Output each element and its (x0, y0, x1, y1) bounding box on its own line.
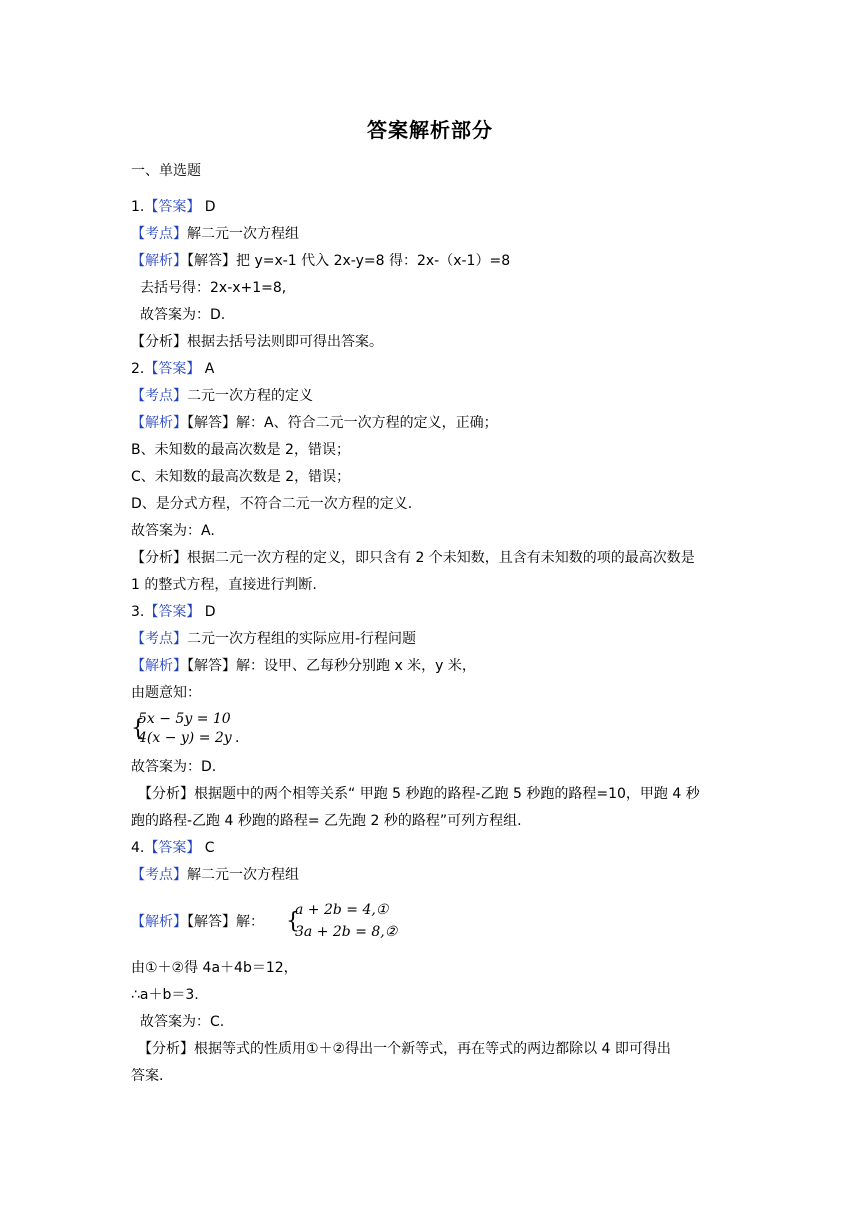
q1-jiexi-text: 把 y=x-1 代入 2x-y=8 得：2x-（x-1）=8 (236, 253, 511, 269)
kaodian-label: 【考点】 (131, 631, 187, 647)
q3-step-2: 由题意知： (131, 685, 201, 701)
q2-jiexi-line (131, 413, 498, 433)
q1-fenxi: 根据去括号法则即可得出答案。 (187, 334, 383, 350)
q1-answer-line (131, 197, 216, 217)
kaodian-label: 【考点】 (131, 867, 187, 883)
q3-answer: D (200, 604, 216, 620)
section-heading: 一、单选题 (131, 163, 201, 179)
q3-equation-1: 5x − 5y = 10 (138, 711, 231, 727)
jiexi-label: 【解析】 (131, 658, 187, 674)
q3-jiexi-text: 解：设甲、乙每秒分别跑 x 米，y 米， (236, 658, 476, 674)
q1-answer: D (200, 199, 216, 215)
q2-step-4: D、是分式方程，不符合二元一次方程的定义. (131, 496, 413, 512)
q4-kaodian: 解二元一次方程组 (187, 867, 299, 883)
q3-equation-end: . (235, 730, 240, 746)
q3-fenxi: 根据题中的两个相等关系“ 甲跑 5 秒跑的路程-乙跑 5 秒跑的路程=10，甲跑 4 秒 (194, 786, 700, 802)
q4-jiexi-line (131, 912, 264, 932)
fenxi-label: 【分析】 (138, 786, 194, 802)
jieda-label: 【解答】 (187, 658, 236, 674)
q4-equation-system (286, 900, 426, 944)
q4-equation-1: a + 2b = 4,① (295, 902, 389, 918)
q4-step-4: 故答案为：C. (140, 1014, 225, 1030)
kaodian-label: 【考点】 (131, 226, 187, 242)
jiexi-label: 【解析】 (131, 914, 187, 930)
q1-fenxi-line (131, 332, 383, 352)
jiexi-label: 【解析】 (131, 253, 187, 269)
q3-equation-2: 4(x − y) = 2y (138, 730, 232, 746)
q1-kaodian-line (131, 224, 299, 244)
q2-number: 2. (131, 361, 145, 377)
kaodian-label: 【考点】 (131, 388, 187, 404)
q1-jiexi-line (131, 251, 510, 271)
q3-kaodian: 二元一次方程组的实际应用-行程问题 (187, 631, 417, 647)
jieda-label: 【解答】 (187, 914, 236, 930)
q2-step-2: B、未知数的最高次数是 2，错误； (131, 442, 350, 458)
q4-kaodian-line (131, 865, 299, 885)
q1-number: 1. (131, 199, 145, 215)
q4-number: 4. (131, 840, 145, 856)
q2-fenxi-cont: 1 的整式方程，直接进行判断. (131, 577, 317, 593)
q4-step-2: 由①＋②得 4a＋4b＝12， (131, 960, 298, 976)
answer-label: 【答案】 (144, 840, 201, 856)
jieda-label: 【解答】 (187, 253, 236, 269)
q2-fenxi: 根据二元一次方程的定义，即只含有 2 个未知数，且含有未知数的项的最高次数是 (187, 550, 695, 566)
q2-fenxi-line (131, 548, 695, 568)
fenxi-label: 【分析】 (138, 1041, 194, 1057)
fenxi-label: 【分析】 (131, 334, 187, 350)
jiexi-label: 【解析】 (131, 415, 187, 431)
q2-kaodian: 二元一次方程的定义 (187, 388, 313, 404)
q2-answer-line (131, 359, 214, 379)
q3-step-3: 故答案为：D. (131, 759, 217, 775)
q3-kaodian-line (131, 629, 416, 649)
q4-jiexi-text: 解： (236, 914, 264, 930)
left-brace: { (131, 716, 145, 741)
q2-kaodian-line (131, 386, 313, 406)
answer-label: 【答案】 (144, 604, 201, 620)
q3-fenxi-line (138, 784, 700, 804)
left-brace: { (286, 909, 300, 934)
q4-fenxi: 根据等式的性质用①＋②得出一个新等式，再在等式的两边都除以 4 即可得出 (194, 1041, 671, 1057)
q4-step-3: ∴a＋b＝3. (131, 987, 199, 1003)
answer-label: 【答案】 (144, 361, 201, 377)
q1-kaodian: 解二元一次方程组 (187, 226, 299, 242)
q2-answer: A (200, 361, 215, 377)
q4-equation-2: 3a + 2b = 8,② (295, 924, 398, 940)
q2-step-5: 故答案为：A. (131, 523, 215, 539)
q4-answer: C (200, 840, 215, 856)
q4-fenxi-cont: 答案. (131, 1068, 164, 1084)
page-title: 答案解析部分 (367, 118, 493, 142)
q2-step-3: C、未知数的最高次数是 2，错误； (131, 469, 351, 485)
q4-fenxi-line (138, 1039, 671, 1059)
jieda-label: 【解答】 (187, 415, 236, 431)
q3-jiexi-line (131, 656, 476, 676)
q3-equation-system (131, 709, 251, 749)
q3-fenxi-cont: 跑的路程-乙跑 4 秒跑的路程= 乙先跑 2 秒的路程”可列方程组. (131, 813, 522, 829)
answer-label: 【答案】 (144, 199, 201, 215)
q4-answer-line (131, 838, 215, 858)
q3-number: 3. (131, 604, 145, 620)
q1-step-3: 故答案为：D. (140, 307, 226, 323)
q3-answer-line (131, 602, 216, 622)
fenxi-label: 【分析】 (131, 550, 187, 566)
q2-jiexi-text: 解：A、符合二元一次方程的定义，正确； (236, 415, 498, 431)
q1-step-2: 去括号得：2x-x+1=8, (140, 280, 287, 296)
